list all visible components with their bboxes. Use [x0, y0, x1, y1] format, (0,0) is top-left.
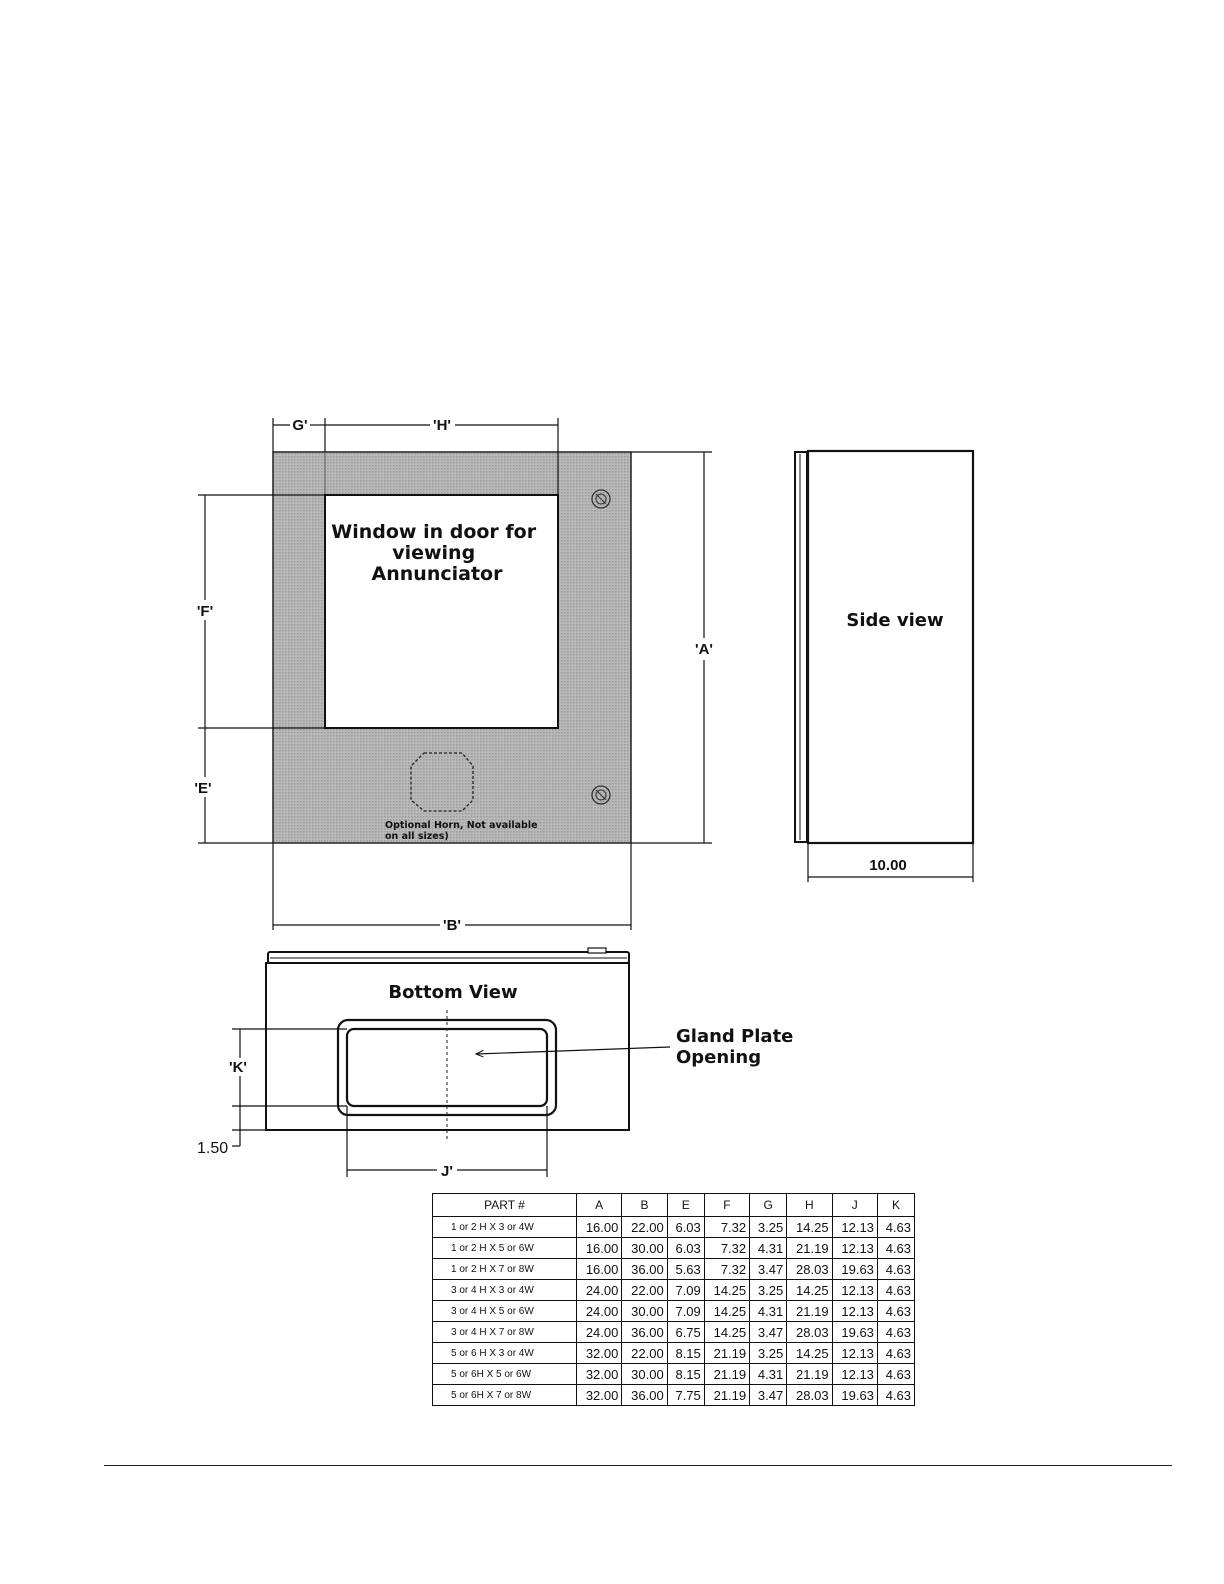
cell-part: 3 or 4 H X 7 or 8W: [433, 1322, 577, 1343]
cell: 12.13: [832, 1238, 877, 1259]
cell: 3.25: [750, 1280, 787, 1301]
cell: 30.00: [622, 1238, 667, 1259]
cell: 36.00: [622, 1322, 667, 1343]
cell: 21.19: [704, 1364, 749, 1385]
cell: 19.63: [832, 1322, 877, 1343]
cell: 4.63: [877, 1385, 914, 1406]
cell: 14.25: [787, 1280, 832, 1301]
cell: 22.00: [622, 1280, 667, 1301]
table-row: [433, 1217, 915, 1238]
cell: 4.63: [877, 1280, 914, 1301]
window-label-line-3: Annunciator: [371, 563, 503, 585]
cell: 7.75: [667, 1385, 704, 1406]
cell: 5.63: [667, 1259, 704, 1280]
cell: 12.13: [832, 1364, 877, 1385]
cell: 28.03: [787, 1385, 832, 1406]
cell: 28.03: [787, 1259, 832, 1280]
col-e: E: [667, 1194, 704, 1217]
cell: 14.25: [787, 1343, 832, 1364]
cell-part: 1 or 2 H X 7 or 8W: [433, 1259, 577, 1280]
cell: 24.00: [577, 1322, 622, 1343]
bottom-view: [197, 948, 800, 1180]
dim-b-label: 'B': [443, 917, 461, 934]
cell: 21.19: [787, 1301, 832, 1322]
gland-label-line-1: Gland Plate: [676, 1026, 794, 1047]
col-h: H: [787, 1194, 832, 1217]
cell: 3.47: [750, 1385, 787, 1406]
dim-f-label: 'F': [196, 603, 214, 620]
cell: 12.13: [832, 1217, 877, 1238]
col-a: A: [577, 1194, 622, 1217]
cell: 16.00: [577, 1217, 622, 1238]
cell: 4.31: [750, 1301, 787, 1322]
cell: 24.00: [577, 1280, 622, 1301]
cell: 36.00: [622, 1259, 667, 1280]
cell: 12.13: [832, 1343, 877, 1364]
cell: 21.19: [704, 1343, 749, 1364]
col-b: B: [622, 1194, 667, 1217]
dim-offset-label: 1.50: [197, 1140, 229, 1157]
cell: 32.00: [577, 1385, 622, 1406]
gland-label-line-2: Opening: [676, 1047, 762, 1068]
cell: 16.00: [577, 1238, 622, 1259]
cell: 14.25: [787, 1217, 832, 1238]
cell: 28.03: [787, 1322, 832, 1343]
cell: 6.75: [667, 1322, 704, 1343]
cell: 14.25: [704, 1322, 749, 1343]
cell: 7.32: [704, 1217, 749, 1238]
cell-part: 5 or 6 H X 3 or 4W: [433, 1343, 577, 1364]
cell: 8.15: [667, 1343, 704, 1364]
front-view: [194, 417, 713, 934]
cell: 4.63: [877, 1343, 914, 1364]
cell: 4.63: [877, 1364, 914, 1385]
cell: 4.63: [877, 1301, 914, 1322]
dim-j-label: J': [441, 1163, 453, 1180]
cell: 7.32: [704, 1259, 749, 1280]
cell-part: 3 or 4 H X 3 or 4W: [433, 1280, 577, 1301]
dim-e-label: 'E': [194, 780, 212, 797]
cell: 7.32: [704, 1238, 749, 1259]
cell: 22.00: [622, 1343, 667, 1364]
table-row: [433, 1280, 915, 1301]
side-view: [795, 451, 973, 882]
col-k: K: [877, 1194, 914, 1217]
cell: 14.25: [704, 1280, 749, 1301]
table-row: [433, 1238, 915, 1259]
cell: 14.25: [704, 1301, 749, 1322]
cell-part: 5 or 6H X 7 or 8W: [433, 1385, 577, 1406]
col-part: PART #: [433, 1194, 577, 1217]
dim-a-label: 'A': [695, 641, 713, 658]
cell: 21.19: [704, 1385, 749, 1406]
cell-part: 1 or 2 H X 5 or 6W: [433, 1238, 577, 1259]
col-f: F: [704, 1194, 749, 1217]
cell-part: 5 or 6H X 5 or 6W: [433, 1364, 577, 1385]
cell: 16.00: [577, 1259, 622, 1280]
cell: 7.09: [667, 1301, 704, 1322]
cell: 19.63: [832, 1385, 877, 1406]
side-door-edge: [795, 452, 807, 842]
window-label-line-1: Window in door for: [331, 521, 537, 543]
window-label-line-2: viewing: [392, 542, 476, 564]
horn-note-line-1: Optional Horn, Not available: [385, 820, 538, 831]
table-header-row: [433, 1194, 915, 1217]
cell: 4.63: [877, 1259, 914, 1280]
dimensions-table: [432, 1193, 915, 1406]
cell: 21.19: [787, 1364, 832, 1385]
cell: 32.00: [577, 1364, 622, 1385]
table-row: [433, 1301, 915, 1322]
cell-part: 1 or 2 H X 3 or 4W: [433, 1217, 577, 1238]
cell: 36.00: [622, 1385, 667, 1406]
cell: 3.25: [750, 1217, 787, 1238]
side-body: [808, 451, 973, 843]
cell: 22.00: [622, 1217, 667, 1238]
cell: 4.63: [877, 1322, 914, 1343]
dim-g-label: G': [292, 417, 308, 434]
cell: 24.00: [577, 1301, 622, 1322]
cell: 4.63: [877, 1238, 914, 1259]
cell: 12.13: [832, 1301, 877, 1322]
cell: 3.25: [750, 1343, 787, 1364]
cell: 30.00: [622, 1364, 667, 1385]
gland-plate-label: [676, 1026, 800, 1068]
side-depth-label: 10.00: [869, 857, 907, 874]
cell: 32.00: [577, 1343, 622, 1364]
cell: 6.03: [667, 1238, 704, 1259]
table-row: [433, 1343, 915, 1364]
footer-rule: [104, 1465, 1172, 1466]
cell-part: 3 or 4 H X 5 or 6W: [433, 1301, 577, 1322]
col-j: J: [832, 1194, 877, 1217]
cell: 3.47: [750, 1259, 787, 1280]
table-row: [433, 1385, 915, 1406]
table-row: [433, 1364, 915, 1385]
cell: 12.13: [832, 1280, 877, 1301]
table-row: [433, 1259, 915, 1280]
cell: 21.19: [787, 1238, 832, 1259]
cell: 30.00: [622, 1301, 667, 1322]
bottom-view-label: Bottom View: [388, 982, 518, 1003]
cell: 4.31: [750, 1364, 787, 1385]
cell: 8.15: [667, 1364, 704, 1385]
side-view-label: Side view: [846, 610, 944, 631]
col-g: G: [750, 1194, 787, 1217]
cell: 19.63: [832, 1259, 877, 1280]
cell: 4.31: [750, 1238, 787, 1259]
cell: 7.09: [667, 1280, 704, 1301]
cell: 3.47: [750, 1322, 787, 1343]
table-row: [433, 1322, 915, 1343]
dim-k-label: 'K': [229, 1059, 247, 1076]
dim-h-label: 'H': [433, 417, 451, 434]
cell: 4.63: [877, 1217, 914, 1238]
cell: 6.03: [667, 1217, 704, 1238]
horn-note-line-2: on all sizes): [385, 831, 449, 842]
